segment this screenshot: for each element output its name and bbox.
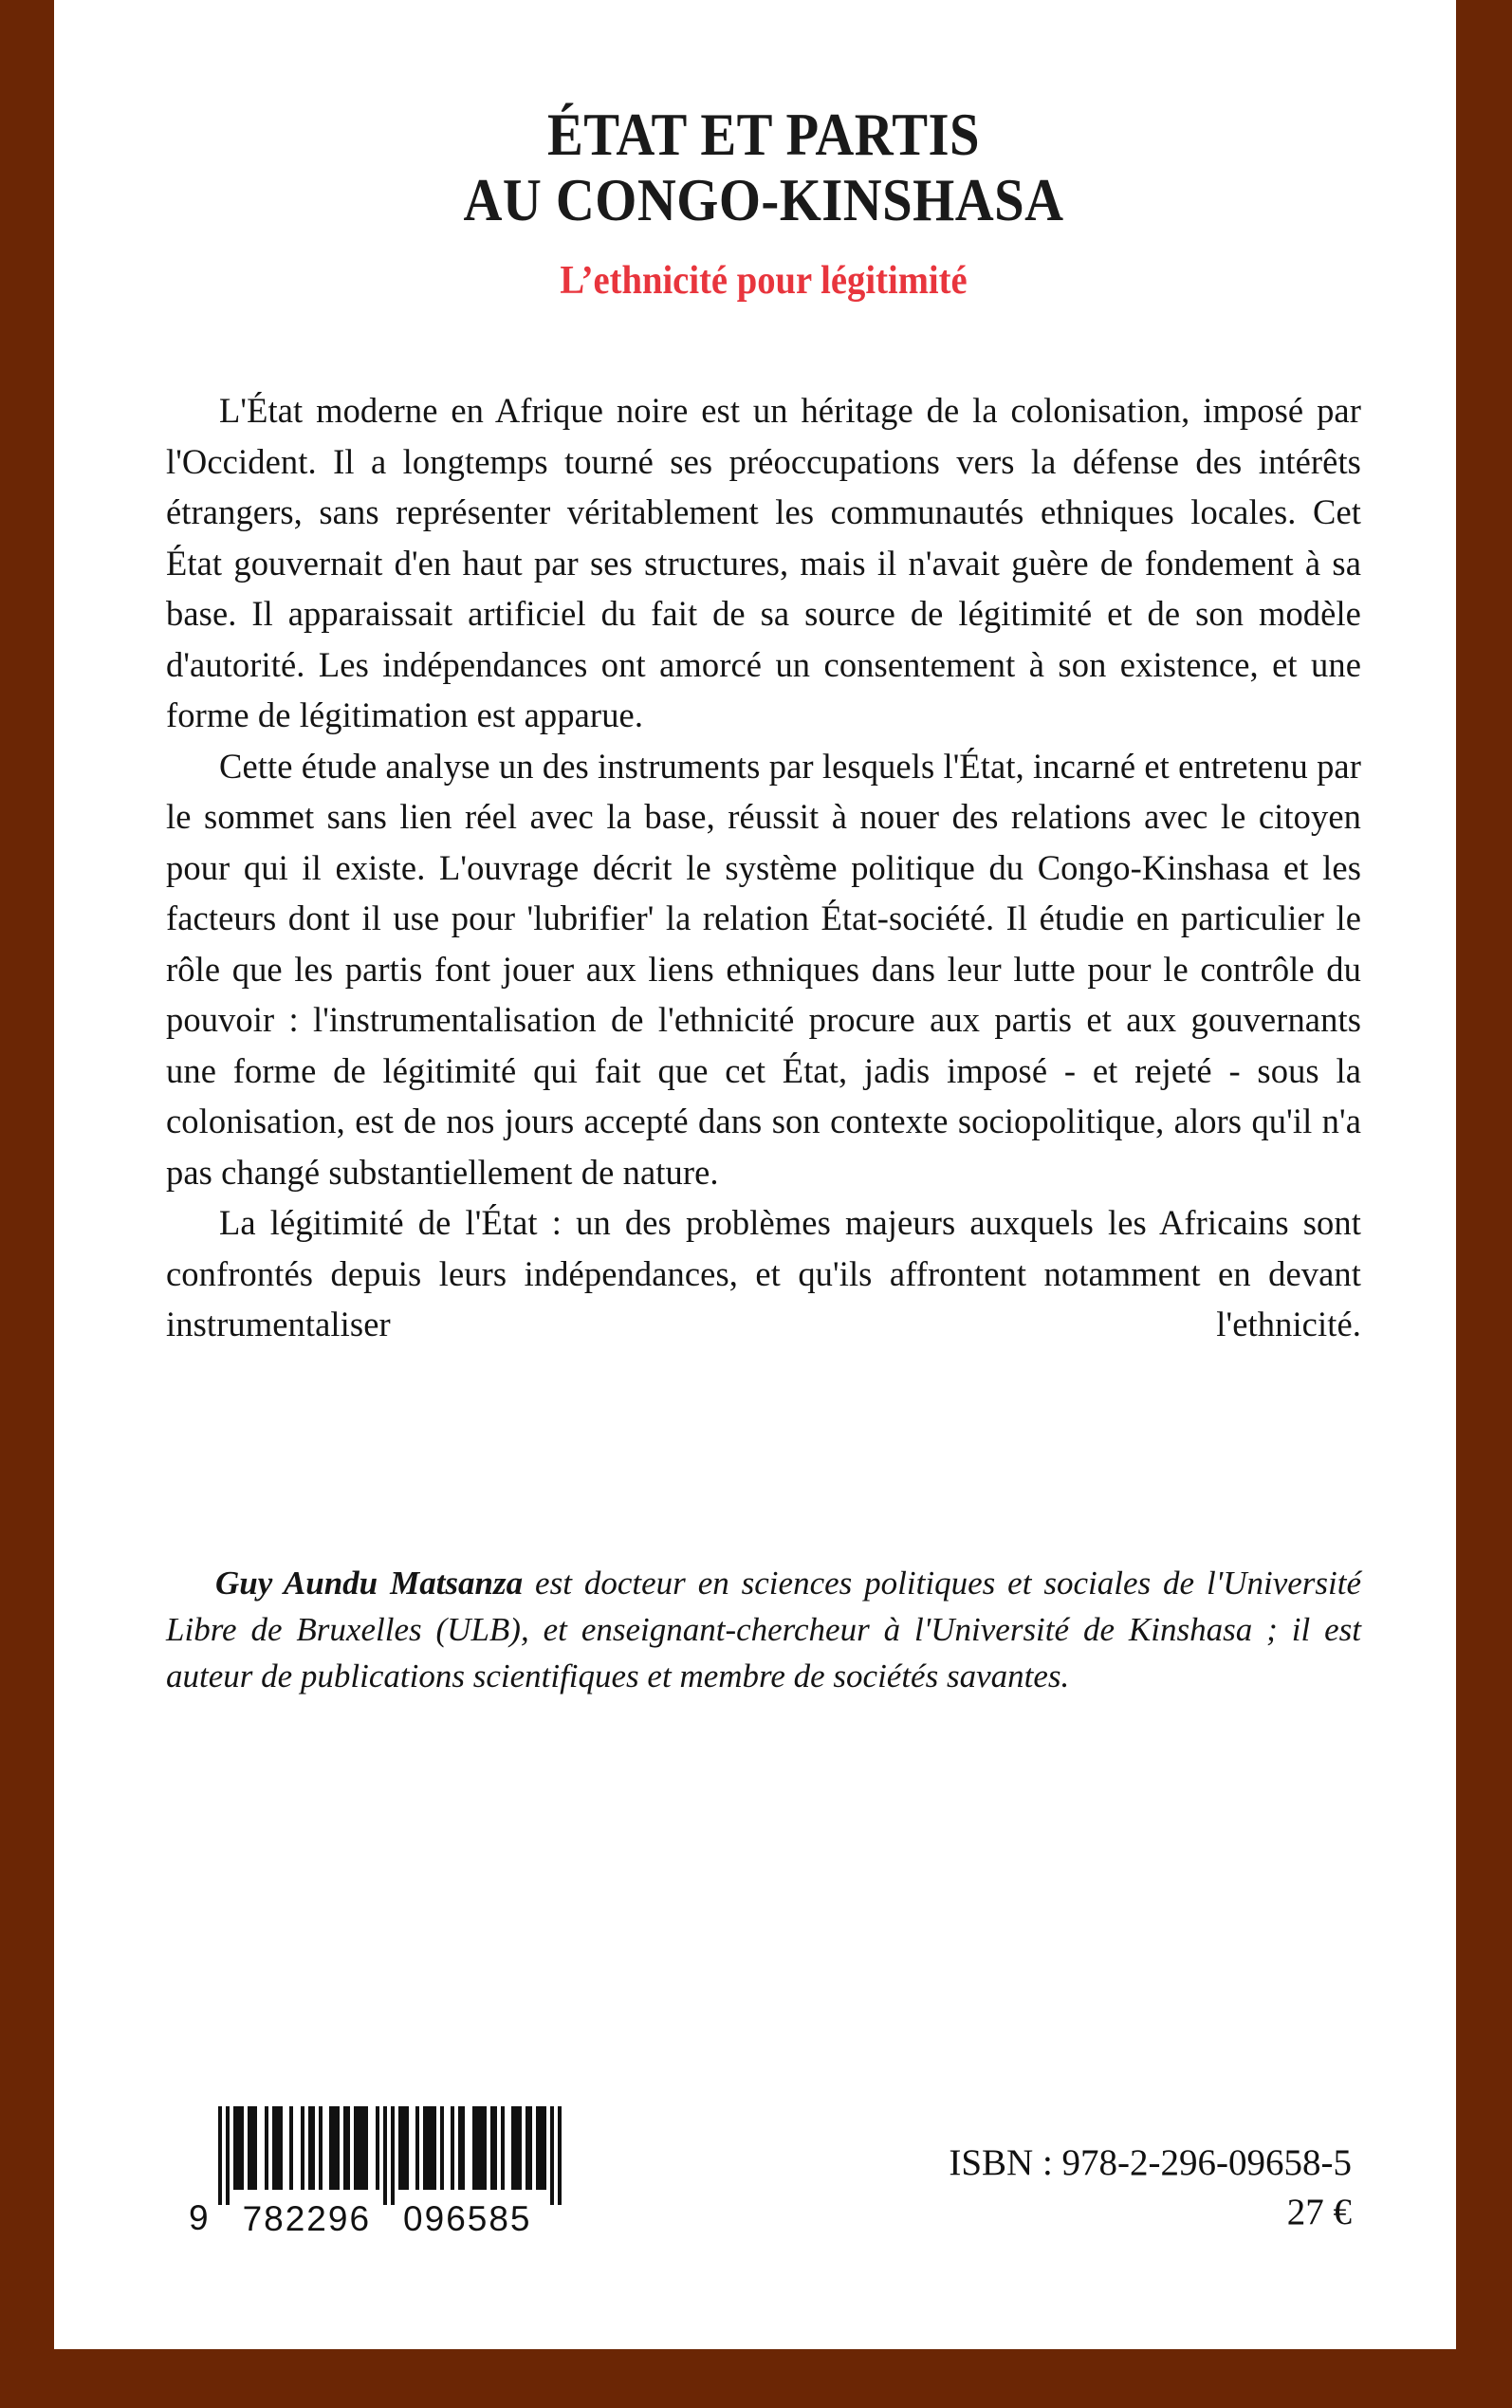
title-block [166, 0, 1361, 304]
book-title-line-1: ÉTAT ET PARTIS [547, 102, 980, 168]
cover-content [166, 0, 1361, 1699]
barcode-graphic [218, 2106, 562, 2237]
blurb-paragraph: Cette étude analyse un des instruments par lesquels l'État, incarné et entretenu par le sommet sans lien réel avec la base, réussit à nouer des relations avec le citoyen pour qui il existe. L'ouvrage décrit le système politique du Congo-Kinshasa et les facteurs dont il use pour 'lubrifier' la relation État-société. Il étudie en particulier le rôle que les partis font jouer aux liens ethniques dans leur lutte pour le contrôle du pouvoir : l'instrumentalisation de l'ethnicité procure aux partis et aux gouvernants une forme de légitimité qui fait que cet État, jadis imposé - et rejeté - sous la colonisation, est de nos jours accepté dans son contexte sociopolitique, alors qu'il n'a pas changé substantiellement de nature. [166, 746, 1361, 1192]
isbn-text: ISBN : 978-2-296-09658-5 [949, 2142, 1352, 2183]
barcode [166, 2106, 562, 2237]
barcode-digits [218, 2201, 562, 2237]
book-subtitle: L’ethnicité pour légitimité [560, 259, 968, 303]
barcode-right-group: 096585 [403, 2199, 532, 2238]
price-text: 27 € [1286, 2192, 1352, 2232]
barcode-bars [218, 2106, 562, 2205]
book-title-line-2: AU CONGO-KINSHASA [463, 167, 1064, 233]
blurb-paragraph: L'État moderne en Afrique noire est un héritage de la colonisation, imposé par l'Occident. Il a longtemps tourné ses préoccupations vers la défense des intérêts étrangers, sans représenter véritablement les communautés ethniques locales. Cet État gouvernait d'en haut par ses structures, mais il n'avait guère de fondement à sa base. Il apparaissait artificiel du fait de sa source de légitimité et de son modèle d'autorité. Les indépendances ont amorcé un consentement à son existence, et une forme de légitimation est apparue. [166, 391, 1361, 734]
author-bio-paragraph [166, 1560, 1361, 1699]
author-bio [166, 1560, 1361, 1699]
cover-page [54, 0, 1456, 2349]
barcode-left-group: 782296 [242, 2199, 372, 2238]
cover-footer [166, 2106, 1361, 2237]
blurb-paragraph: La légitimité de l'État : un des problèmes majeurs auxquels les Africains sont confrontés depuis leurs indépendances, et qu'ils affrontent notamment en devant instrumentaliser l'ethnicité. [166, 1203, 1361, 1343]
barcode-lead-digit: 9 [189, 2198, 209, 2237]
author-bio-text: est docteur en sciences politiques et sociales de l'Université Libre de Bruxelles (ULB), et enseignant-chercheur à l'Université de Kinshasa ; il est auteur de publications scientifiques et membre de sociétés savantes. [166, 1565, 1361, 1695]
blurb-text [166, 385, 1361, 1400]
author-name: Guy Aundu Matsanza [215, 1565, 524, 1602]
isbn-block [949, 2139, 1361, 2237]
